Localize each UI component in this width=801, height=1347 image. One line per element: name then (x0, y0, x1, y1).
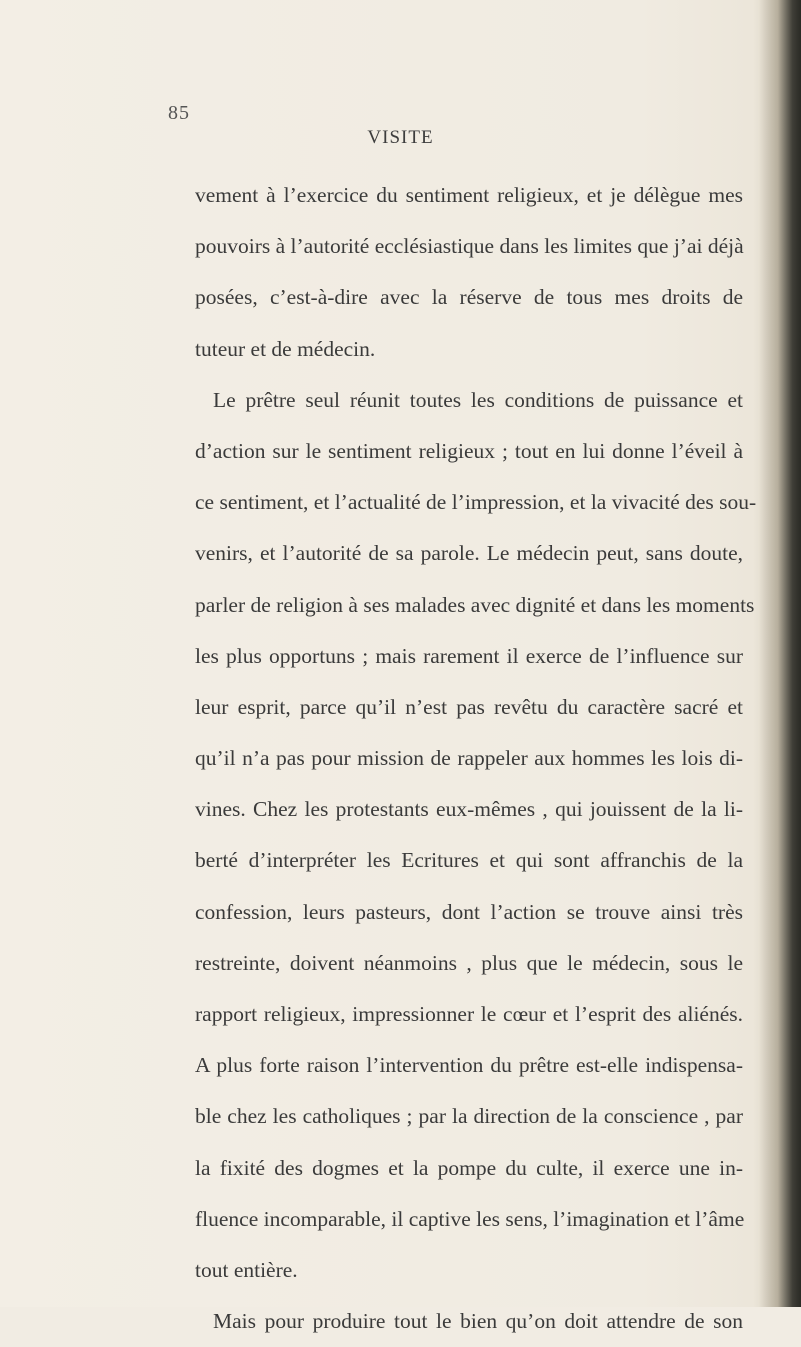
text-line: Mais pour produire tout le bien qu’on doit attendre de son (213, 1309, 743, 1334)
text-line: tuteur et de médecin. (195, 336, 376, 361)
text-line: fluence incomparable, il captive les sens, l’imagination et l’âme (195, 1206, 745, 1231)
text-line: les plus opportuns ; mais rarement il exerce de l’influence sur (195, 643, 743, 668)
text-line: A plus forte raison l’intervention du prêtre est-elle indispensa- (195, 1053, 743, 1078)
text-line: leur esprit, parce qu’il n’est pas revêtu du caractère sacré et (195, 694, 743, 719)
text-line: berté d’interpréter les Ecritures et qui sont affranchis de la (195, 848, 743, 873)
text-line: confession, leurs pasteurs, dont l’action se trouve ainsi très (195, 899, 743, 924)
text-line: la fixité des dogmes et la pompe du culte, il exerce une in- (195, 1155, 743, 1180)
page-edge-shadow (759, 0, 801, 1307)
text-line: restreinte, doivent néanmoins , plus que le médecin, sous le (195, 950, 743, 975)
body-text (195, 170, 757, 1347)
running-head: VISITE (367, 127, 434, 148)
text-line: rapport religieux, impressionner le cœur et l’esprit des aliénés. (195, 1002, 743, 1026)
text-line: pouvoirs à l’autorité ecclésiastique dans les limites que j’ai déjà (195, 234, 744, 259)
text-line: vines. Chez les protestants eux-mêmes , qui jouissent de la li- (195, 797, 743, 822)
text-line: ble chez les catholiques ; par la direction de la conscience , par (195, 1104, 743, 1129)
text-line: vement à l’exercice du sentiment religieux, et je délègue mes (195, 183, 743, 207)
page-number: 85 (168, 102, 190, 124)
text-line: qu’il n’a pas pour mission de rappeler aux hommes les lois di- (195, 746, 743, 771)
text-line: venirs, et l’autorité de sa parole. Le médecin peut, sans doute, (195, 541, 743, 566)
text-line: tout entière. (195, 1257, 298, 1282)
text-line: posées, c’est-à-dire avec la réserve de tous mes droits de (195, 285, 743, 310)
text-line: parler de religion à ses malades avec dignité et dans les moments (195, 592, 755, 617)
text-line: d’action sur le sentiment religieux ; tout en lui donne l’éveil à (195, 438, 743, 463)
text-line: Le prêtre seul réunit toutes les conditions de puissance et (213, 387, 743, 412)
text-line: ce sentiment, et l’actualité de l’impression, et la vivacité des sou- (195, 490, 757, 515)
